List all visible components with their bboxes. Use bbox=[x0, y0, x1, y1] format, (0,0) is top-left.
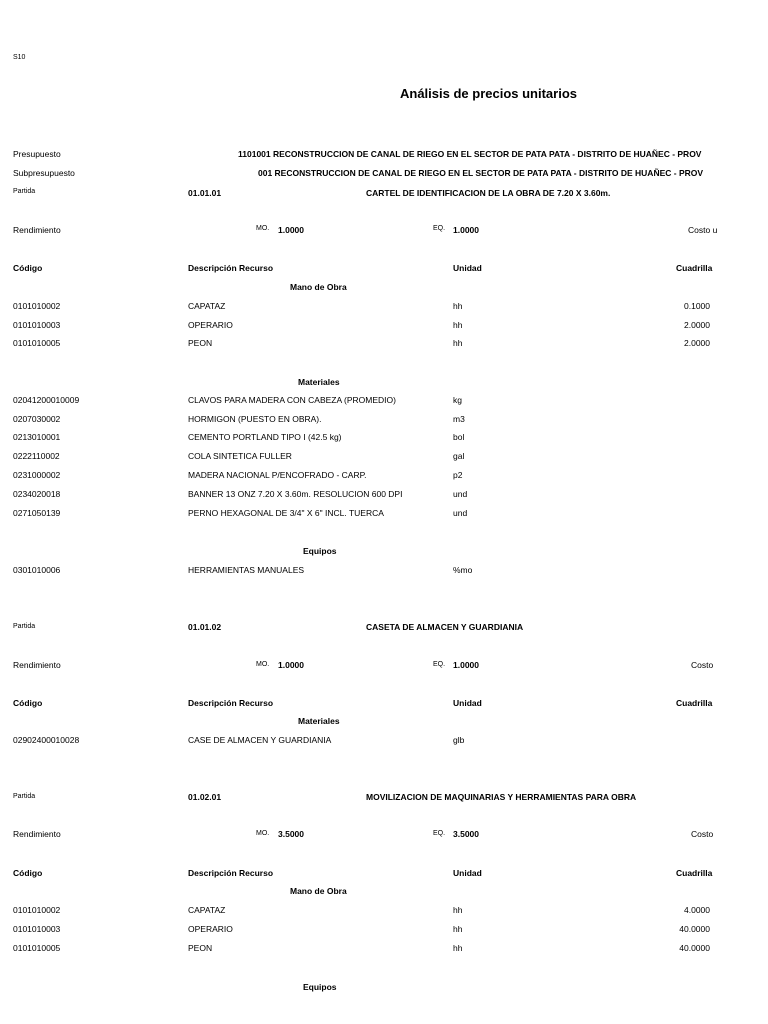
section-equipos: Equipos bbox=[303, 982, 337, 992]
row-codigo: 02041200010009 bbox=[13, 395, 80, 405]
row-codigo: 0207030002 bbox=[13, 414, 61, 424]
row-unidad: hh bbox=[453, 301, 463, 311]
row-descripcion: HORMIGON (PUESTO EN OBRA). bbox=[188, 414, 322, 424]
section-materiales: Materiales bbox=[298, 377, 340, 387]
row-unidad: und bbox=[453, 508, 468, 518]
row-unidad: kg bbox=[453, 395, 462, 405]
row-cuadrilla: 40.0000 bbox=[679, 943, 710, 953]
row-codigo: 0101010002 bbox=[13, 905, 61, 915]
report-code: S10 bbox=[13, 54, 26, 61]
section-mano-de-obra: Mano de Obra bbox=[290, 282, 347, 292]
row-descripcion: OPERARIO bbox=[188, 924, 233, 934]
section-mano-de-obra: Mano de Obra bbox=[290, 886, 347, 896]
row-codigo: 0101010003 bbox=[13, 924, 61, 934]
row-codigo: 0234020018 bbox=[13, 489, 61, 499]
row-unidad: p2 bbox=[453, 470, 463, 480]
row-unidad: glb bbox=[453, 735, 465, 745]
row-codigo: 02902400010028 bbox=[13, 735, 80, 745]
col-unidad: Unidad bbox=[453, 868, 482, 878]
row-descripcion: HERRAMIENTAS MANUALES bbox=[188, 565, 305, 575]
col-cuadrilla: Cuadrilla bbox=[676, 698, 713, 708]
partida-label: Partida bbox=[13, 623, 36, 630]
row-descripcion: COLA SINTETICA FULLER bbox=[188, 451, 292, 461]
row-cuadrilla: 2.0000 bbox=[684, 338, 710, 348]
partida-name: CARTEL DE IDENTIFICACION DE LA OBRA DE 7.20 X 3.60m. bbox=[366, 188, 611, 198]
rendimiento-label: Rendimiento bbox=[13, 829, 61, 839]
col-cuadrilla: Cuadrilla bbox=[676, 263, 713, 273]
row-cuadrilla: 40.0000 bbox=[679, 924, 710, 934]
row-descripcion: PEON bbox=[188, 943, 213, 953]
page-title: Análisis de precios unitarios bbox=[400, 86, 577, 101]
row-codigo: 0101010005 bbox=[13, 338, 61, 348]
col-descripcion: Descripción Recurso bbox=[188, 263, 274, 273]
row-unidad: hh bbox=[453, 320, 463, 330]
row-codigo: 0231000002 bbox=[13, 470, 61, 480]
partida-name: CASETA DE ALMACEN Y GUARDIANIA bbox=[366, 622, 524, 632]
mo-label: MO. bbox=[256, 830, 270, 837]
row-codigo: 0213010001 bbox=[13, 432, 61, 442]
row-descripcion: CASE DE ALMACEN Y GUARDIANIA bbox=[188, 735, 332, 745]
mo-value: 1.0000 bbox=[278, 660, 304, 670]
costo-unitario-label: Costo bbox=[691, 829, 714, 839]
partida-code: 01.01.02 bbox=[188, 622, 222, 632]
costo-unitario-label: Costo u bbox=[688, 225, 718, 235]
row-unidad: hh bbox=[453, 905, 463, 915]
row-unidad: hh bbox=[453, 338, 463, 348]
mo-value: 1.0000 bbox=[278, 225, 304, 235]
section-materiales: Materiales bbox=[298, 716, 340, 726]
row-unidad: bol bbox=[453, 432, 465, 442]
row-unidad: gal bbox=[453, 451, 465, 461]
presupuesto-value: 1101001 RECONSTRUCCION DE CANAL DE RIEGO EN EL SECTOR DE PATA PATA - DISTRITO DE HUAÑEC - PROV bbox=[238, 149, 702, 159]
row-descripcion: MADERA NACIONAL P/ENCOFRADO - CARP. bbox=[188, 470, 367, 480]
rendimiento-label: Rendimiento bbox=[13, 225, 61, 235]
partida-label: Partida bbox=[13, 188, 36, 195]
row-descripcion: CLAVOS PARA MADERA CON CABEZA (PROMEDIO) bbox=[188, 395, 396, 405]
eq-label: EQ. bbox=[433, 661, 446, 668]
col-cuadrilla: Cuadrilla bbox=[676, 868, 713, 878]
row-descripcion: PEON bbox=[188, 338, 213, 348]
row-descripcion: PERNO HEXAGONAL DE 3/4" X 6" INCL. TUERCA bbox=[188, 508, 384, 518]
row-descripcion: OPERARIO bbox=[188, 320, 233, 330]
row-unidad: m3 bbox=[453, 414, 465, 424]
row-descripcion: BANNER 13 ONZ 7.20 X 3.60m. RESOLUCION 600 DPI bbox=[188, 489, 403, 499]
mo-label: MO. bbox=[256, 225, 270, 232]
row-codigo: 0271050139 bbox=[13, 508, 61, 518]
col-codigo: Código bbox=[13, 868, 43, 878]
col-codigo: Código bbox=[13, 698, 43, 708]
partida-name: MOVILIZACION DE MAQUINARIAS Y HERRAMIENTAS PARA OBRA bbox=[366, 792, 637, 802]
row-unidad: %mo bbox=[453, 565, 473, 575]
mo-value: 3.5000 bbox=[278, 829, 304, 839]
mo-label: MO. bbox=[256, 661, 270, 668]
partida-code: 01.02.01 bbox=[188, 792, 222, 802]
col-unidad: Unidad bbox=[453, 263, 482, 273]
rendimiento-label: Rendimiento bbox=[13, 660, 61, 670]
costo-unitario-label: Costo bbox=[691, 660, 714, 670]
row-unidad: hh bbox=[453, 943, 463, 953]
row-cuadrilla: 0.1000 bbox=[684, 301, 710, 311]
col-codigo: Código bbox=[13, 263, 43, 273]
col-descripcion: Descripción Recurso bbox=[188, 868, 274, 878]
row-unidad: hh bbox=[453, 924, 463, 934]
row-codigo: 0222110002 bbox=[13, 451, 60, 461]
partida-code: 01.01.01 bbox=[188, 188, 222, 198]
eq-value: 1.0000 bbox=[453, 225, 479, 235]
subpresupuesto-label: Subpresupuesto bbox=[13, 168, 75, 178]
eq-value: 1.0000 bbox=[453, 660, 479, 670]
row-codigo: 0101010005 bbox=[13, 943, 61, 953]
eq-value: 3.5000 bbox=[453, 829, 479, 839]
eq-label: EQ. bbox=[433, 830, 446, 837]
row-codigo: 0101010002 bbox=[13, 301, 61, 311]
presupuesto-label: Presupuesto bbox=[13, 149, 61, 159]
row-descripcion: CAPATAZ bbox=[188, 301, 226, 311]
row-codigo: 0101010003 bbox=[13, 320, 61, 330]
row-cuadrilla: 2.0000 bbox=[684, 320, 710, 330]
partida-label: Partida bbox=[13, 793, 36, 800]
row-unidad: und bbox=[453, 489, 468, 499]
eq-label: EQ. bbox=[433, 225, 446, 232]
row-cuadrilla: 4.0000 bbox=[684, 905, 710, 915]
row-descripcion: CEMENTO PORTLAND TIPO I (42.5 kg) bbox=[188, 432, 342, 442]
subpresupuesto-value: 001 RECONSTRUCCION DE CANAL DE RIEGO EN EL SECTOR DE PATA PATA - DISTRITO DE HUAÑEC - PROV bbox=[258, 168, 704, 178]
col-descripcion: Descripción Recurso bbox=[188, 698, 274, 708]
section-equipos: Equipos bbox=[303, 546, 337, 556]
row-codigo: 0301010006 bbox=[13, 565, 61, 575]
col-unidad: Unidad bbox=[453, 698, 482, 708]
row-descripcion: CAPATAZ bbox=[188, 905, 226, 915]
